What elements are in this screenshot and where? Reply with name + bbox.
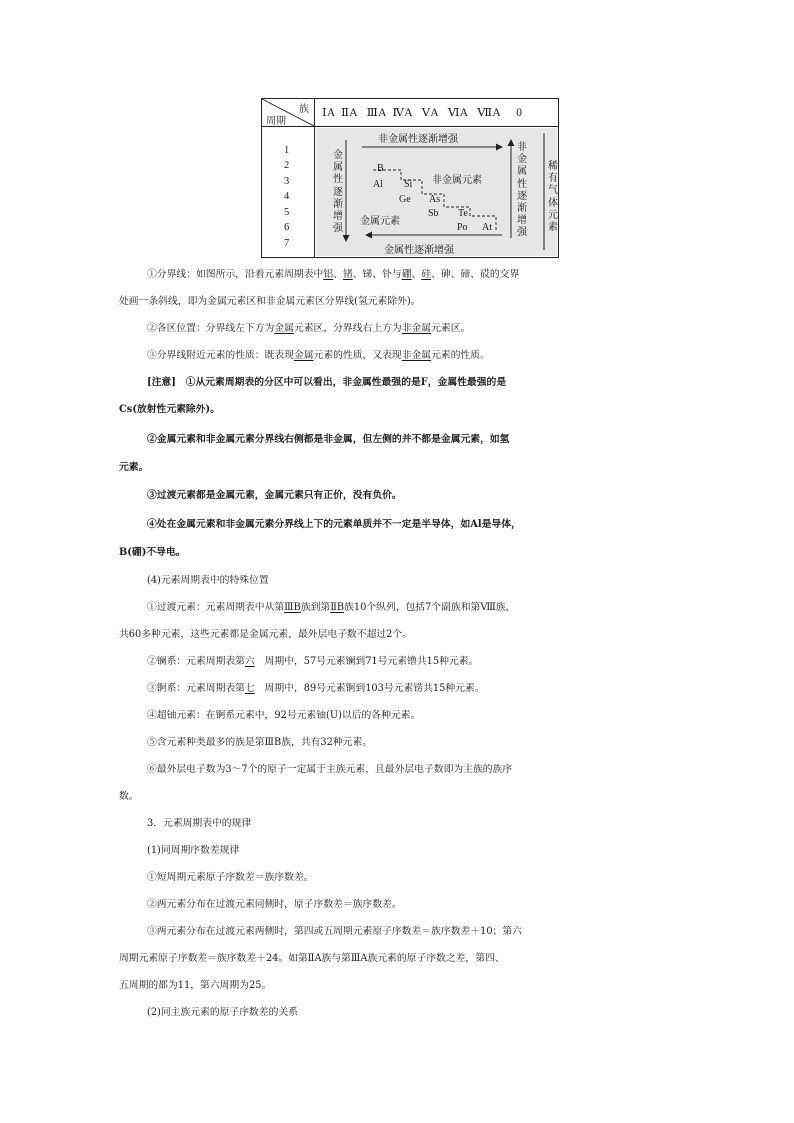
text-segment: ③分界线附近元素的性质：既表现 (147, 350, 294, 361)
note-line: 元素。 (119, 462, 149, 473)
nonmetal-region-label: 非金属元素 (432, 175, 482, 186)
note-line: ③过渡元素都是金属元素，金属元素只有正价，没有负价。 (147, 490, 402, 501)
text-segment: 元素的性质，又表现 (313, 350, 402, 361)
period-number: 3 (284, 176, 290, 187)
text-segment: 、砷、碲、砹的交界 (431, 269, 520, 280)
period-number: 2 (284, 160, 290, 171)
left-trend-label: 金属性逐渐增强 (333, 150, 343, 235)
underlined-term: 锗 (342, 269, 353, 280)
corner-group-label: 族 (299, 104, 309, 115)
period-column (262, 126, 315, 257)
element-symbol: Po (457, 222, 468, 233)
right-trend-label: 非金属性逐渐增强 (517, 142, 527, 239)
text-line (0, 680, 794, 694)
text-line (0, 347, 794, 361)
period-number: 5 (284, 207, 290, 218)
text-segment: ①过渡元素：元素周期表中从第 (147, 602, 285, 613)
element-symbol: Te (458, 208, 468, 219)
text-segment: 周期中，89号元素锕到103号元素铹共15种元素。 (254, 683, 485, 694)
text-segment: ③锕系：元素周期表第 (147, 683, 245, 694)
section-heading: (4)元素周期表中的特殊位置 (147, 575, 269, 586)
noble-gas-label: 稀有气体元素 (548, 161, 558, 234)
text-segment: 元素的性质。 (431, 350, 490, 361)
underlined-term: 硅 (421, 269, 432, 280)
note-line: ④处在金属元素和非金属元素分界线上下的元素单质并不一定是半导体，如Al是导体， (147, 519, 521, 530)
text-segment: ②镧系：元素周期表第 (147, 656, 245, 667)
region-diagram (316, 128, 557, 256)
text-line: ⑤含元素种类最多的族是第ⅢB族，共有32种元素。 (147, 737, 373, 748)
note-line: B(硼)不导电。 (119, 547, 186, 558)
underlined-term: ⅢB (284, 602, 301, 613)
underlined-term: 铝 (323, 269, 334, 280)
text-line (0, 599, 794, 613)
text-line: ①短周期元素原子序数差＝族序数差。 (147, 872, 314, 883)
corner-period-label: 周期 (266, 116, 286, 127)
text-segment: 、 (333, 269, 343, 280)
period-number: 1 (284, 145, 290, 156)
text-segment: 、 (411, 269, 422, 280)
underlined-term: ⅡB (330, 602, 345, 613)
text-segment: 元素区，分界线右上方为 (293, 323, 402, 334)
text-line: ⑥最外层电子数为3～7个的原子一定属于主族元素，且最外层电子数即为主族的族序 (147, 764, 513, 775)
element-symbol: Si (404, 179, 413, 190)
element-symbol: B (377, 163, 384, 174)
text-line (0, 266, 794, 280)
text-line: ④超铀元素：在锕系元素中，92号元素铀(U)以后的各种元素。 (147, 710, 421, 721)
text-line (0, 653, 794, 667)
period-number: 4 (284, 191, 290, 202)
note-line: Cs(放射性元素除外)。 (119, 404, 220, 415)
period-number: 7 (284, 238, 290, 249)
element-symbol: As (429, 194, 441, 205)
text-segment: 、锑、钋与 (352, 269, 402, 280)
bottom-trend-label: 金属性逐渐增强 (384, 245, 454, 256)
element-symbol: Ge (399, 194, 411, 205)
text-segment: ①分界线：如图所示，沿着元素周期表中 (147, 269, 324, 280)
text-line (0, 320, 794, 334)
underlined-term: 非金属 (401, 350, 432, 361)
section-heading: 3．元素周期表中的规律 (147, 818, 252, 829)
note-line: ②金属元素和非金属元素分界线右侧都是非金属，但左侧的并不都是金属元素，如氢 (147, 434, 510, 445)
text-line: ③两元素分布在过渡元素两侧时，第四或五周期元素原子序数差＝族序数差＋10；第六 (147, 926, 522, 937)
figure-corner-cell (262, 99, 315, 126)
underlined-term: 硼 (401, 269, 412, 280)
text-line: 共60多种元素，这些元素都是金属元素，最外层电子数不超过2个。 (119, 629, 413, 640)
group-headers: ⅠA ⅡA ⅢA ⅣA ⅤA ⅥA ⅦA 0 (322, 107, 523, 119)
text-line: 五周期的都为11，第六周期为25。 (119, 980, 272, 991)
period-number: 6 (284, 222, 290, 233)
text-segment: 族10个纵列，包括7个副族和第Ⅷ族， (344, 602, 516, 613)
metal-region-label: 金属元素 (360, 216, 400, 227)
note-line: [注意] ①从元素周期表的分区中可以看出，非金属性最强的是F，金属性最强的是 (147, 377, 507, 388)
text-line: 处画一条斜线，即为金属元素区和非金属元素区分界线(氢元素除外)。 (119, 296, 421, 307)
text-line: 数。 (119, 791, 139, 802)
text-segment: 周期中，57号元素镧到71号元素镥共15种元素。 (254, 656, 479, 667)
top-trend-label: 非金属性逐渐增强 (378, 134, 458, 145)
section-heading: (2)同主族元素的原子序数差的关系 (147, 1007, 299, 1018)
figure-header (262, 99, 558, 127)
underlined-term: 六 (244, 656, 255, 667)
element-symbol: Sb (428, 208, 439, 219)
underlined-term: 七 (244, 683, 255, 694)
text-segment: 族到第 (300, 602, 331, 613)
underlined-term: 金属 (293, 350, 314, 361)
text-line: 周期元素原子序数差＝族序数差＋24。如第ⅡA族与第ⅢA族元素的原子序数之差，第四、 (119, 953, 505, 964)
underlined-term: 金属 (274, 323, 294, 334)
text-line: ②两元素分布在过渡元素同侧时，原子序数差＝族序数差。 (147, 899, 402, 910)
element-symbol: Al (373, 179, 383, 190)
periodic-table-figure (261, 98, 559, 258)
element-symbol: At (482, 222, 492, 233)
section-heading: (1)同周期序数差规律 (147, 845, 240, 856)
text-segment: 元素区。 (431, 323, 471, 334)
text-segment: ②各区位置：分界线左下方为 (147, 323, 275, 334)
underlined-term: 非金属 (401, 323, 432, 334)
